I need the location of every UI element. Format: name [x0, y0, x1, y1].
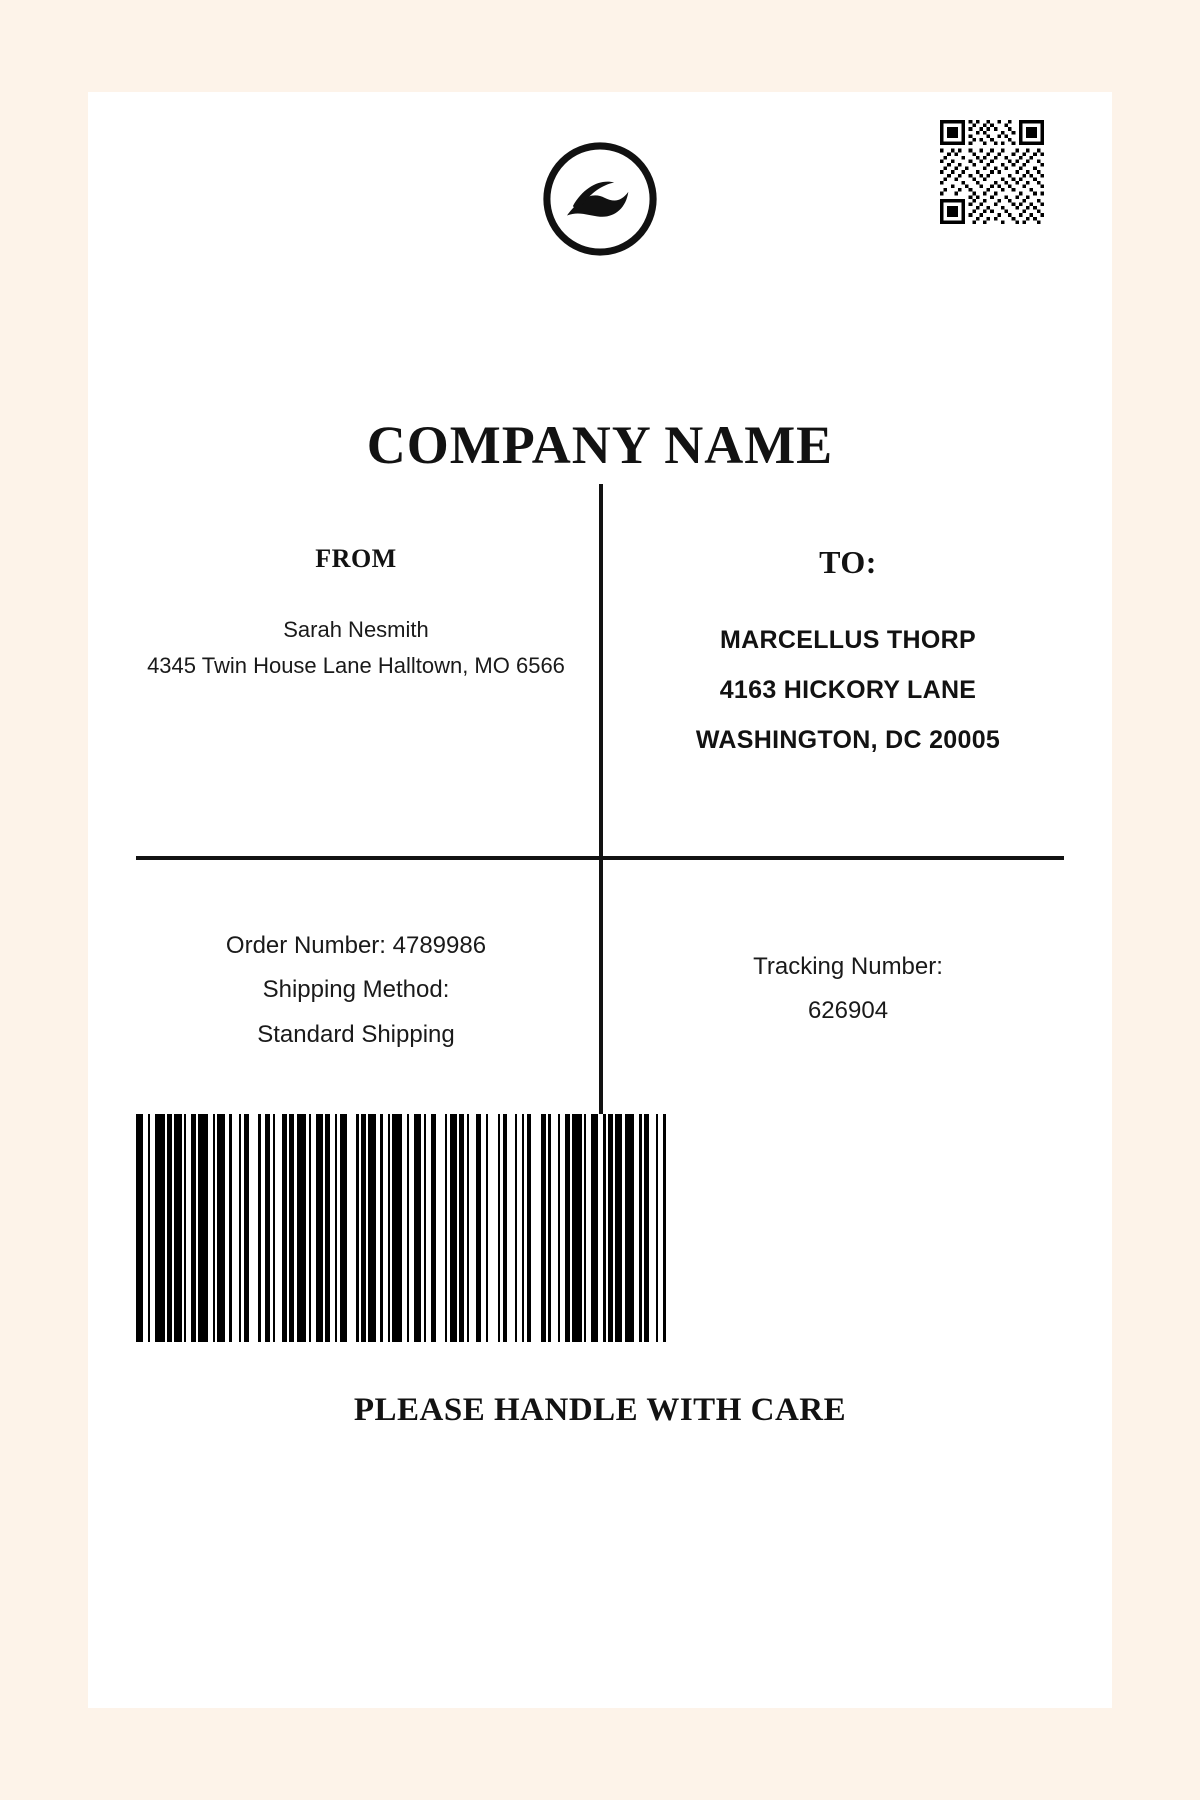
from-details [136, 612, 576, 685]
to-name: MARCELLUS THORP [720, 626, 976, 654]
to-details [628, 615, 1068, 765]
shipping-method-label: Shipping Method: [262, 976, 450, 1004]
from-name: Sarah Nesmith [283, 617, 429, 642]
brand-logo [88, 140, 1112, 258]
to-section [628, 544, 1068, 765]
to-street: 4163 HICKORY LANE [719, 676, 977, 704]
to-heading: TO: [819, 544, 877, 580]
order-number: Order Number: 4789986 [225, 932, 487, 959]
barcode-icon [136, 1114, 1064, 1342]
tracking-number-label: Tracking Number: [753, 953, 943, 980]
from-section [136, 544, 576, 685]
shipping-label-sheet [88, 92, 1112, 1708]
wave-circle-logo-icon [541, 140, 659, 258]
to-city-state-zip: WASHINGTON, DC 20005 [695, 726, 1001, 754]
handle-with-care-note: PLEASE HANDLE WITH CARE [353, 1392, 847, 1428]
tracking-details [628, 945, 1068, 1034]
horizontal-divider [136, 856, 1064, 860]
order-details [136, 924, 576, 1057]
shipping-method-value: Standard Shipping [257, 1020, 455, 1048]
from-heading: FROM [315, 544, 397, 573]
tracking-number-value: 626904 [807, 997, 889, 1025]
vertical-divider [599, 484, 603, 1184]
from-address: 4345 Twin House Lane Halltown, MO 6566 [147, 653, 565, 679]
company-name: COMPANY NAME [366, 415, 834, 475]
